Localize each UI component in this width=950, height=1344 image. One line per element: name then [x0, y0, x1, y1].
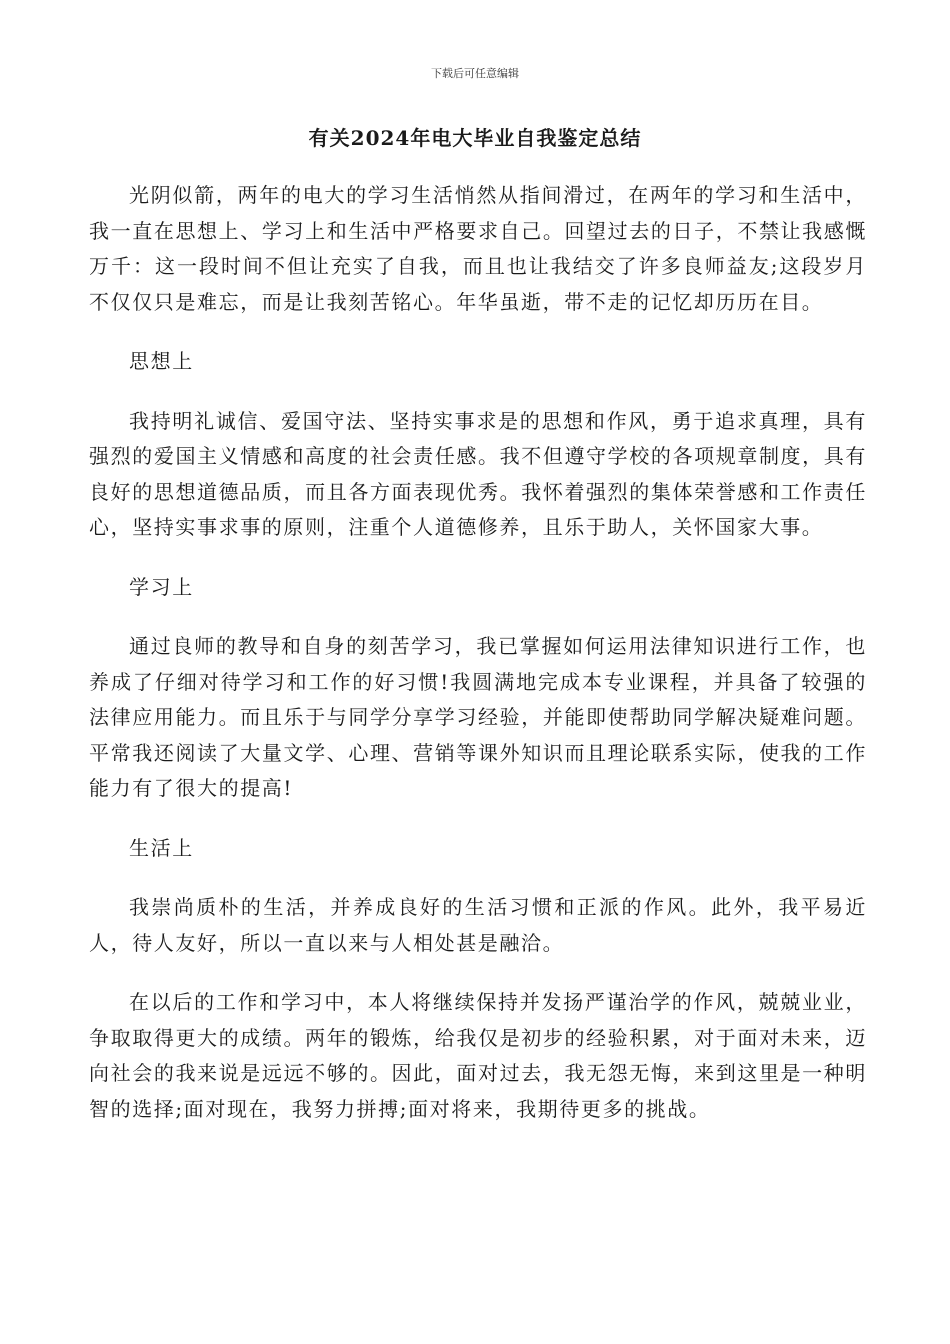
intro-paragraph: 光阴似箭，两年的电大的学习生活悄然从指间滑过，在两年的学习和生活中，我一直在思想上、学习上和生活中严格要求自己。回望过去的日子，不禁让我感慨万千：这一段时间不但让充实了自我，而且也让我结交了许多良师益友;这段岁月不仅仅只是难忘，而是让我刻苦铭心。年华虽逝，带不走的记忆却历历在目。 — [89, 183, 867, 314]
document-body — [89, 178, 867, 1151]
conclusion-paragraph: 在以后的工作和学习中，本人将继续保持并发扬严谨治学的作风，兢兢业业，争取取得更大的成绩。两年的锻炼，给我仅是初步的经验积累，对于面对未来，迈向社会的我来说是远远不够的。因此，面对过去，我无怨无悔，来到这里是一种明智的选择;面对现在，我努力拼搏;面对将来，我期待更多的挑战。 — [89, 990, 867, 1121]
section-heading-study: 学习上 — [129, 574, 194, 599]
document-title: 有关2024年电大毕业自我鉴定总结 — [308, 126, 642, 150]
header-note: 下载后可任意编辑 — [431, 67, 519, 80]
study-paragraph: 通过良师的教导和自身的刻苦学习，我已掌握如何运用法律知识进行工作，也养成了仔细对待学习和工作的好习惯!我圆满地完成本专业课程，并具备了较强的法律应用能力。而且乐于与同学分享学习经验，并能即使帮助同学解决疑难问题。平常我还阅读了大量文学、心理、营销等课外知识而且理论联系实际，使我的工作能力有了很大的提高! — [89, 634, 867, 800]
life-paragraph: 我崇尚质朴的生活，并养成良好的生活习惯和正派的作风。此外，我平易近人，待人友好，所以一直以来与人相处甚是融洽。 — [89, 895, 867, 955]
section-heading-thought: 思想上 — [129, 349, 194, 373]
section-heading-life: 生活上 — [129, 835, 194, 860]
thought-paragraph: 我持明礼诚信、爱国守法、坚持实事求是的思想和作风，勇于追求真理，具有强烈的爱国主义情感和高度的社会责任感。我不但遵守学校的各项规章制度，具有良好的思想道德品质，而且各方面表现优秀。我怀着强烈的集体荣誉感和工作责任心，坚持实事求事的原则，注重个人道德修养，且乐于助人，关怀国家大事。 — [89, 408, 867, 539]
